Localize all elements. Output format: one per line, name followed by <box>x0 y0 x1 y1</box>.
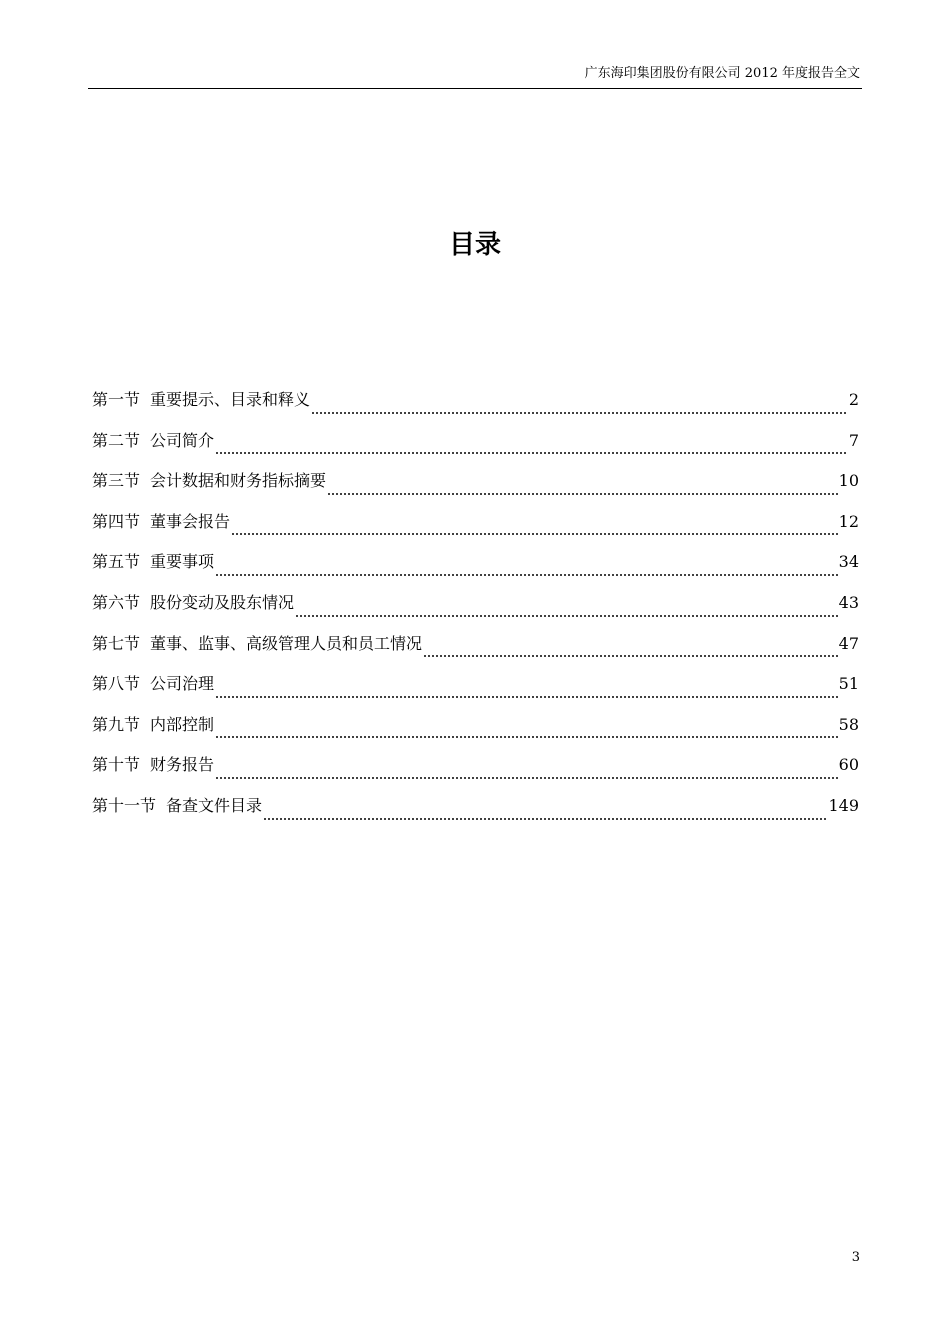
toc-page-number: 34 <box>838 552 859 572</box>
toc-section-name: 公司简介 <box>150 430 215 450</box>
toc-dot-leader <box>263 818 827 820</box>
toc-page-number: 2 <box>848 390 859 409</box>
toc-entry[interactable] <box>92 794 859 835</box>
toc-section-name: 股份变动及股东情况 <box>150 592 295 612</box>
toc-section-name: 备查文件目录 <box>166 795 263 815</box>
toc-entry[interactable] <box>92 672 859 713</box>
toc-dot-leader <box>215 452 848 454</box>
toc-entry[interactable] <box>92 713 859 754</box>
toc-entry[interactable] <box>92 429 859 470</box>
toc-dot-leader <box>215 574 838 576</box>
toc-section-number: 第九节 <box>92 714 141 734</box>
toc-title: 目录 <box>448 230 501 260</box>
toc-section-number: 第八节 <box>92 674 141 694</box>
table-of-contents <box>92 388 859 835</box>
toc-page-number: 47 <box>838 633 859 653</box>
toc-dot-leader <box>327 493 838 495</box>
toc-section-number: 第四节 <box>92 511 141 531</box>
header-divider <box>88 88 862 89</box>
toc-entry[interactable] <box>92 469 859 510</box>
page-number: 3 <box>851 1250 860 1265</box>
toc-section-number: 第七节 <box>92 633 141 653</box>
toc-section-name: 内部控制 <box>150 714 215 734</box>
toc-section-number: 第十节 <box>92 755 141 775</box>
toc-section-number: 第二节 <box>92 430 141 450</box>
toc-section-name: 董事会报告 <box>150 511 231 531</box>
toc-entry[interactable] <box>92 388 859 429</box>
toc-page-number: 7 <box>848 430 859 450</box>
toc-section-name: 公司治理 <box>150 674 215 694</box>
toc-section-number: 第六节 <box>92 592 141 612</box>
toc-section-name: 重要事项 <box>150 552 215 572</box>
toc-entry[interactable] <box>92 753 859 794</box>
toc-dot-leader <box>215 736 838 738</box>
toc-page-number: 43 <box>838 592 859 612</box>
toc-page-number: 58 <box>838 714 859 734</box>
toc-section-name: 会计数据和财务指标摘要 <box>150 471 327 491</box>
toc-entry[interactable] <box>92 510 859 551</box>
toc-section-number: 第十一节 <box>92 795 157 815</box>
toc-entry[interactable] <box>92 632 859 673</box>
toc-section-name: 财务报告 <box>150 755 215 775</box>
toc-dot-leader <box>311 412 848 414</box>
toc-dot-leader <box>423 655 838 657</box>
toc-section-number: 第三节 <box>92 471 141 491</box>
page-header: 广东海印集团股份有限公司 2012 年度报告全文 <box>584 66 860 81</box>
toc-dot-leader <box>215 777 838 779</box>
toc-entry[interactable] <box>92 550 859 591</box>
toc-page-number: 10 <box>838 471 859 491</box>
toc-section-name: 董事、监事、高级管理人员和员工情况 <box>150 633 423 653</box>
toc-dot-leader <box>231 533 838 535</box>
toc-section-number: 第一节 <box>92 390 141 409</box>
toc-page-number: 149 <box>828 795 859 815</box>
toc-section-name: 重要提示、目录和释义 <box>150 390 311 409</box>
toc-page-number: 60 <box>838 755 859 775</box>
toc-page-number: 12 <box>838 511 859 531</box>
toc-dot-leader <box>295 615 838 617</box>
toc-page-number: 51 <box>838 674 859 694</box>
toc-entry[interactable] <box>92 591 859 632</box>
toc-section-number: 第五节 <box>92 552 141 572</box>
toc-dot-leader <box>215 696 838 698</box>
